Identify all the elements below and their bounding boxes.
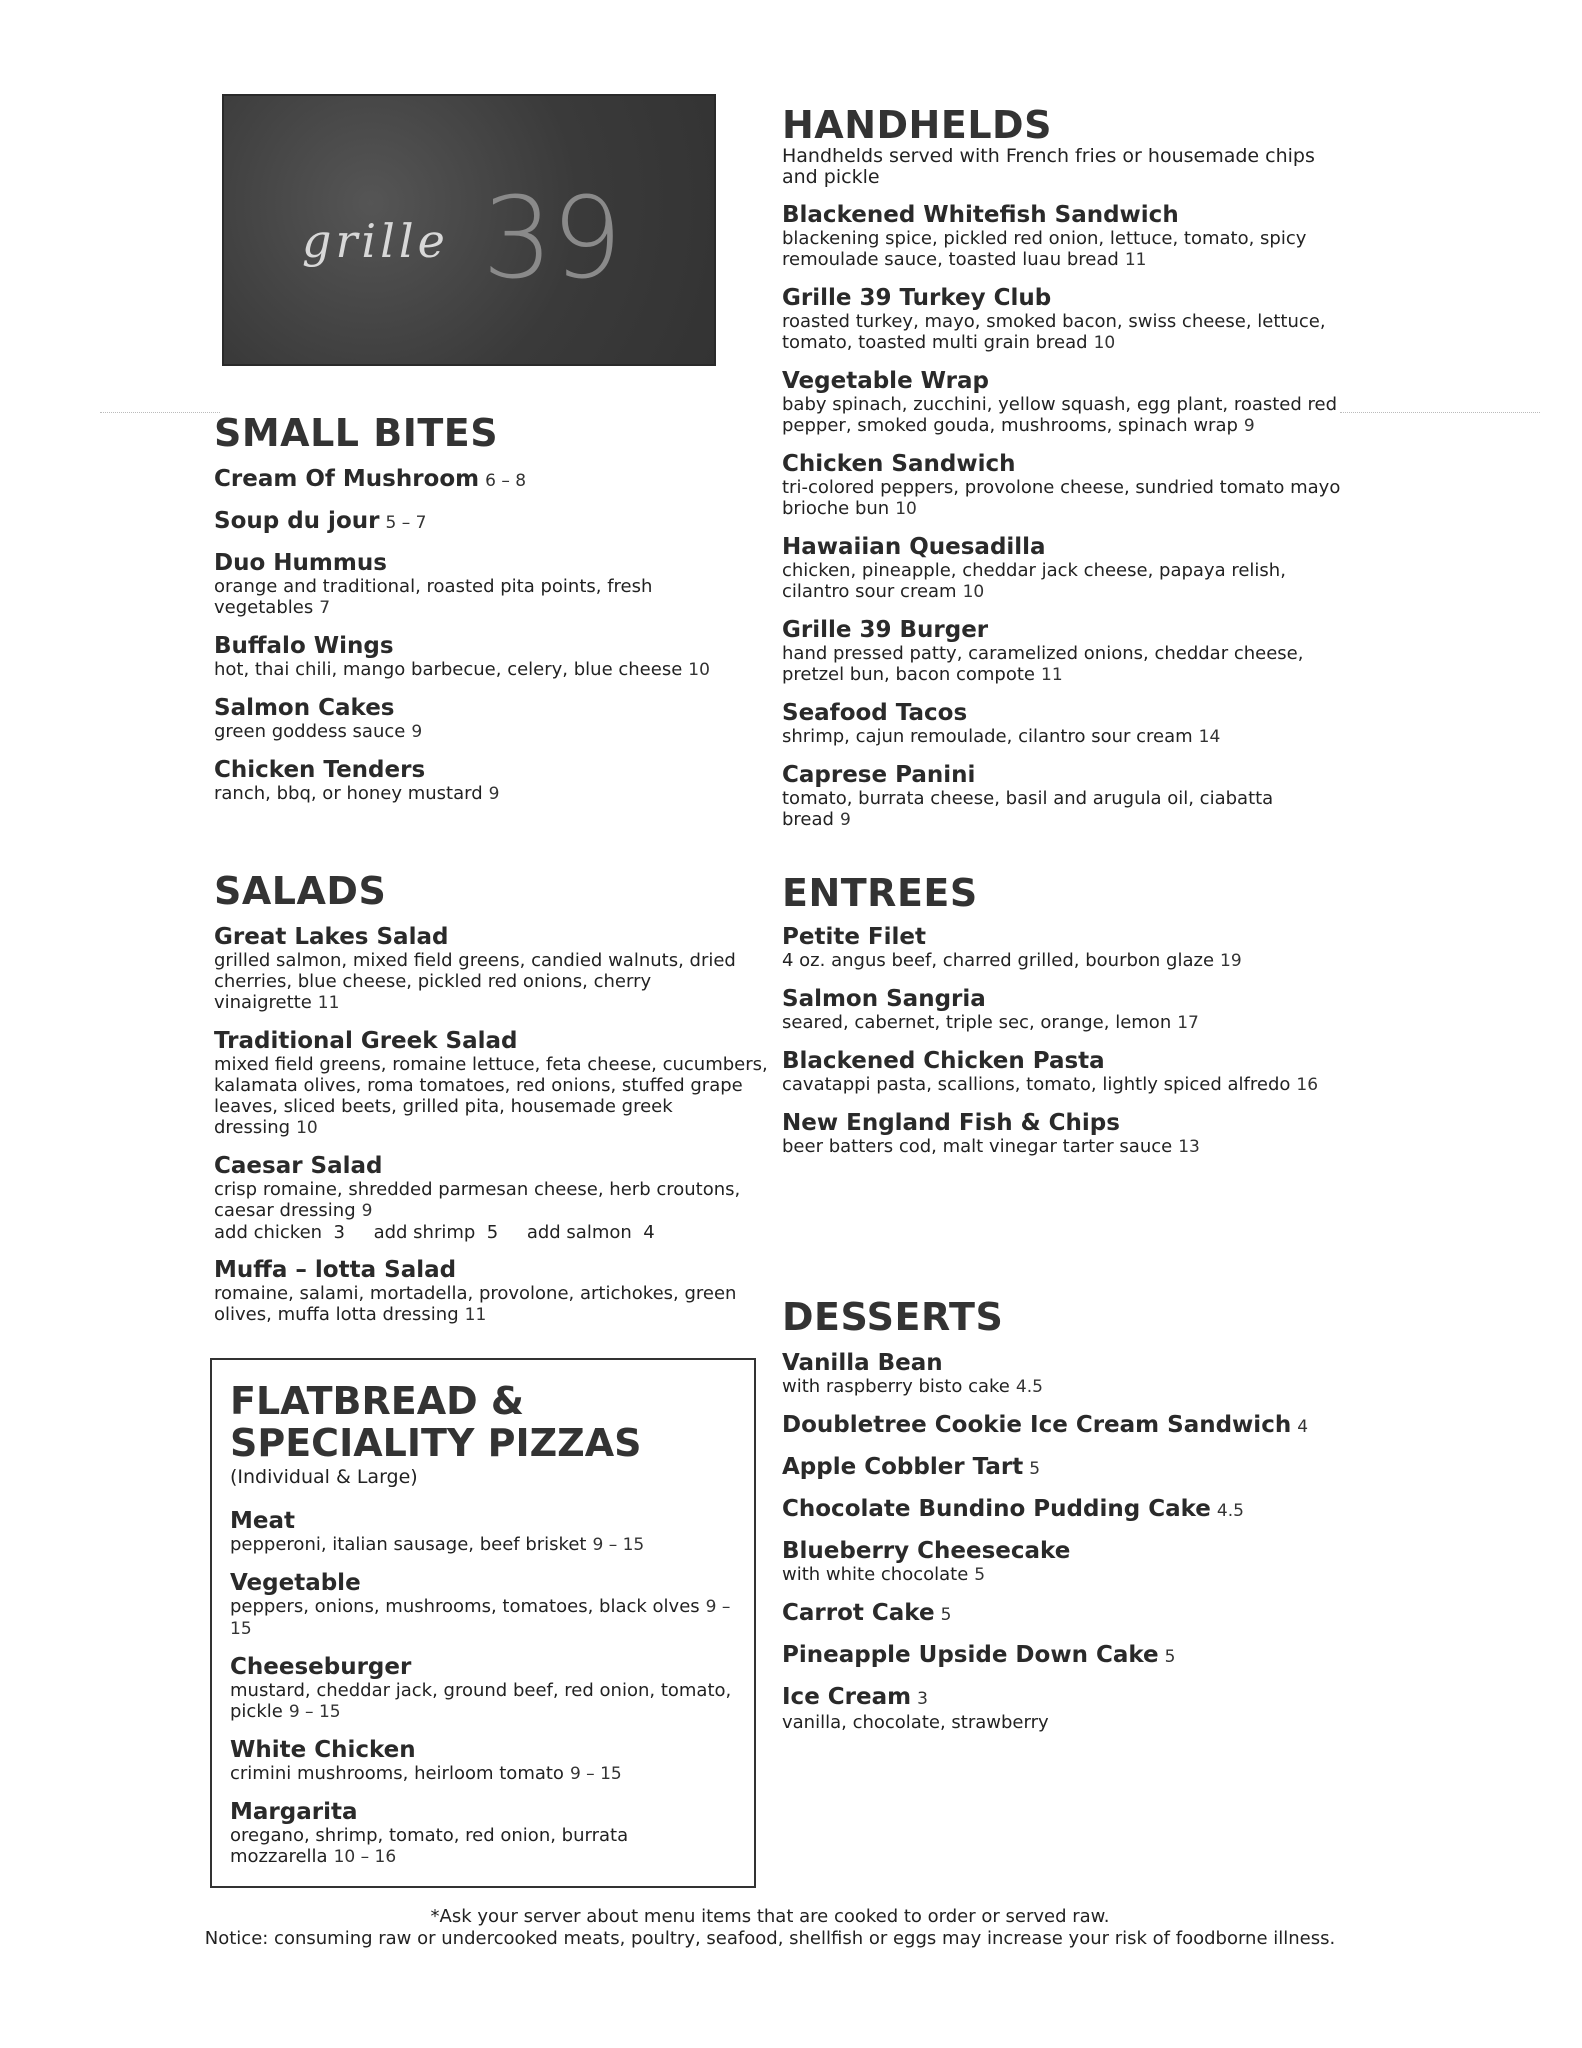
menu-item — [214, 633, 774, 681]
menu-item-name — [782, 1110, 1342, 1136]
divider — [1340, 412, 1540, 413]
menu-item-price: 10 — [688, 660, 710, 680]
menu-item-name — [782, 1454, 1342, 1482]
menu-item — [782, 368, 1342, 437]
menu-item-price: 4 — [1297, 1417, 1309, 1437]
menu-item — [782, 1600, 1342, 1628]
menu-item-name-text: Cream Of Mushroom — [214, 466, 480, 492]
menu-item-name-text: Vegetable Wrap — [782, 368, 989, 394]
menu-item-price: 4.5 — [1216, 1501, 1244, 1521]
menu-item-name — [782, 1642, 1342, 1670]
menu-item-name-text: Duo Hummus — [214, 550, 387, 576]
menu-item-price: 19 — [1220, 951, 1242, 971]
menu-item-name — [782, 1538, 1342, 1564]
menu-item — [782, 534, 1342, 603]
menu-list — [214, 466, 774, 805]
menu-item-price: 5 — [1164, 1647, 1176, 1667]
menu-item-price: 11 — [464, 1305, 487, 1325]
menu-item — [782, 1538, 1342, 1586]
menu-item — [230, 1654, 736, 1723]
menu-item-addons: add chicken 3 add shrimp 5 add salmon 4 — [214, 1222, 655, 1243]
menu-item-description-text: beer batters cod, malt vinegar tarter sauce — [782, 1136, 1173, 1157]
menu-item-price: 3 — [917, 1689, 928, 1709]
menu-list — [214, 924, 774, 1326]
menu-item-description-text: 4 oz. angus beef, charred grilled, bourbon glaze — [782, 950, 1215, 971]
menu-item-name — [782, 451, 1342, 477]
menu-item-description — [214, 721, 774, 743]
menu-item-price: 9 — [1243, 416, 1255, 436]
footer-line-1: *Ask your server about menu items that are cooked to order or served raw. — [430, 1906, 1110, 1927]
menu-item-name-text: Blueberry Cheesecake — [782, 1538, 1071, 1564]
section-title-line2: SPECIALITY PIZZAS — [230, 1421, 642, 1465]
menu-item-description — [782, 1074, 1342, 1096]
menu-item-name — [782, 202, 1342, 228]
menu-item-name — [782, 1684, 1342, 1712]
menu-item-description-text: oregano, shrimp, tomato, red onion, burrata mozzarella — [230, 1825, 629, 1867]
menu-item-description-text: with white chocolate — [782, 1564, 969, 1585]
menu-item-name — [782, 1350, 1342, 1376]
menu-item-description — [214, 659, 774, 681]
menu-item — [230, 1570, 736, 1640]
menu-item-name — [230, 1508, 736, 1534]
menu-item-name — [214, 1028, 774, 1054]
menu-item-description — [230, 1534, 736, 1556]
menu-item — [782, 924, 1342, 972]
menu-item-name — [782, 1600, 1342, 1628]
footer-notice — [0, 1906, 1540, 1950]
menu-item-price: 10 — [962, 582, 985, 602]
menu-item — [230, 1799, 736, 1868]
menu-item-description-text: mixed field greens, romaine lettuce, feta cheese, cucumbers, kalamata olives, roma tomatoes, red onions, stuffed grape leaves, sliced beets, grilled pita, housemade greek dressing — [214, 1054, 768, 1138]
menu-item-name — [214, 1257, 774, 1283]
menu-item-description — [782, 1376, 1342, 1398]
menu-item-price: 10 — [296, 1118, 318, 1138]
menu-item-description — [214, 576, 774, 619]
menu-item-description — [782, 394, 1342, 437]
small-bites-section — [214, 412, 774, 819]
menu-item — [214, 1153, 774, 1243]
menu-list — [782, 202, 1342, 831]
menu-item-name-text: Doubletree Cookie Ice Cream Sandwich — [782, 1412, 1292, 1438]
menu-item-name-text: Blackened Chicken Pasta — [782, 1048, 1105, 1074]
menu-item-name-text: Salmon Cakes — [214, 695, 395, 721]
menu-item-price: 5 — [940, 1605, 952, 1625]
menu-item — [782, 1110, 1342, 1158]
menu-item — [782, 1412, 1342, 1440]
menu-item-price: 9 — [411, 722, 423, 742]
menu-item-name — [230, 1737, 736, 1763]
menu-item-description-text: chicken, pineapple, cheddar jack cheese, papaya relish, cilantro sour cream — [782, 560, 1286, 602]
menu-item-description-text: blackening spice, pickled red onion, lettuce, tomato, spicy remoulade sauce, toasted luau bread — [782, 228, 1307, 270]
section-title-line1: FLATBREAD & — [230, 1379, 525, 1423]
menu-item — [782, 617, 1342, 686]
menu-item-name — [782, 986, 1342, 1012]
section-note: Handhelds served with French fries or housemade chips and pickle — [782, 145, 1315, 188]
divider — [100, 412, 220, 413]
menu-item-name-text: Margarita — [230, 1799, 358, 1825]
footer-line-2: Notice: consuming raw or undercooked meats, poultry, seafood, shellfish or eggs may increase your risk of foodborne illness. — [204, 1928, 1336, 1949]
menu-item-price: 10 — [1093, 333, 1116, 353]
menu-item-name-text: Buffalo Wings — [214, 633, 394, 659]
salads-section — [214, 870, 774, 1340]
menu-item — [782, 986, 1342, 1034]
menu-item-description — [782, 950, 1342, 972]
menu-item-name-text: Chocolate Bundino Pudding Cake — [782, 1496, 1211, 1522]
menu-item-description — [214, 783, 774, 805]
menu-item-description-text: grilled salmon, mixed field greens, candied walnuts, dried cherries, blue cheese, pickled red onions, cherry vinaigrette — [214, 950, 736, 1013]
menu-item-description — [782, 477, 1342, 520]
menu-item — [230, 1737, 736, 1785]
menu-item-description — [230, 1680, 736, 1723]
menu-item-description — [782, 788, 1342, 831]
menu-list — [782, 924, 1342, 1158]
menu-item-price: 9 — [839, 810, 851, 830]
menu-item-description-text: crisp romaine, shredded parmesan cheese, herb croutons, caesar dressing — [214, 1179, 741, 1221]
menu-item-name-text: Petite Filet — [782, 924, 927, 950]
menu-item-price: 4.5 — [1015, 1377, 1043, 1397]
menu-list — [230, 1508, 736, 1868]
menu-item-description-text: mustard, cheddar jack, ground beef, red onion, tomato, pickle — [230, 1680, 732, 1722]
menu-item-price: 9 — [488, 784, 500, 804]
menu-item — [782, 451, 1342, 520]
restaurant-logo — [222, 94, 716, 366]
menu-item-name-text: Seafood Tacos — [782, 700, 968, 726]
menu-item-description — [214, 950, 774, 1014]
menu-item-price: 13 — [1178, 1137, 1200, 1157]
menu-item-price: 9 — [361, 1201, 373, 1221]
section-subtitle: (Individual & Large) — [230, 1466, 418, 1488]
menu-item-description — [214, 1054, 774, 1139]
menu-item-description — [214, 1179, 774, 1222]
menu-item-name-text: Ice Cream — [782, 1684, 912, 1710]
menu-item-name — [230, 1654, 736, 1680]
entrees-section — [782, 872, 1342, 1172]
menu-item-name-text: Vanilla Bean — [782, 1350, 943, 1376]
menu-item-description — [782, 311, 1342, 354]
desserts-section — [782, 1296, 1342, 1747]
menu-item-description-text: tri-colored peppers, provolone cheese, sundried tomato mayo brioche bun — [782, 477, 1341, 519]
menu-item-name — [214, 924, 774, 950]
menu-item — [782, 1642, 1342, 1670]
menu-item-name-text: Great Lakes Salad — [214, 924, 449, 950]
menu-item-name-text: Soup du jour — [214, 508, 380, 534]
menu-item-price: 11 — [317, 993, 340, 1013]
menu-item-description — [230, 1825, 736, 1868]
menu-item-name — [214, 466, 774, 494]
menu-item-name-text: White Chicken — [230, 1737, 416, 1763]
menu-item — [782, 1684, 1342, 1733]
menu-item-description-text: green goddess sauce — [214, 721, 406, 742]
menu-item-price: 11 — [1124, 250, 1147, 270]
section-title: DESSERTS — [782, 1295, 1004, 1339]
menu-item-description-text: hot, thai chili, mango barbecue, celery, blue cheese — [214, 659, 683, 680]
section-title: ENTREES — [782, 871, 978, 915]
menu-item-name — [782, 700, 1342, 726]
menu-item-name — [782, 1496, 1342, 1524]
menu-item-name — [230, 1799, 736, 1825]
menu-item-price: 9 – 15 — [592, 1535, 645, 1555]
menu-item-description — [782, 726, 1342, 748]
menu-item-price: 5 — [974, 1565, 986, 1585]
menu-item — [214, 757, 774, 805]
menu-item — [214, 508, 774, 536]
menu-item — [782, 1454, 1342, 1482]
menu-item-name — [782, 368, 1342, 394]
menu-item-description-text: ranch, bbq, or honey mustard — [214, 783, 483, 804]
menu-list — [782, 1350, 1342, 1733]
menu-item-name-text: Carrot Cake — [782, 1600, 935, 1626]
menu-item — [214, 695, 774, 743]
menu-item — [214, 1028, 774, 1139]
menu-item-description — [782, 560, 1342, 603]
menu-item-name-text: Pineapple Upside Down Cake — [782, 1642, 1159, 1668]
menu-item-name-text: Caprese Panini — [782, 762, 976, 788]
menu-item-description — [230, 1596, 736, 1640]
menu-item-description-text: seared, cabernet, triple sec, orange, lemon — [782, 1012, 1172, 1033]
menu-item-price: 9 – 15 — [569, 1764, 622, 1784]
menu-item — [782, 762, 1342, 831]
menu-item — [782, 700, 1342, 748]
menu-item-name — [782, 924, 1342, 950]
menu-item-price: 7 — [319, 598, 331, 618]
menu-item-price: 11 — [1041, 665, 1063, 685]
menu-item-price: 10 — [895, 499, 917, 519]
menu-item-description-text: shrimp, cajun remoulade, cilantro sour cream — [782, 726, 1193, 747]
menu-item-description — [782, 1136, 1342, 1158]
menu-item — [782, 1496, 1342, 1524]
menu-item — [782, 1350, 1342, 1398]
handhelds-section — [782, 104, 1342, 845]
menu-item-name-text: Salmon Sangria — [782, 986, 986, 1012]
menu-item-name — [214, 1153, 774, 1179]
menu-item-name-text: Blackened Whitefish Sandwich — [782, 202, 1179, 228]
menu-item-description-text: pepperoni, italian sausage, beef brisket — [230, 1534, 587, 1555]
menu-item-price: 14 — [1198, 727, 1221, 747]
menu-item-description-text: romaine, salami, mortadella, provolone, artichokes, green olives, muffa lotta dressing — [214, 1283, 737, 1325]
menu-item-name-text: Chicken Tenders — [214, 757, 426, 783]
menu-item — [782, 1048, 1342, 1096]
menu-item-name-text: Apple Cobbler Tart — [782, 1454, 1024, 1480]
menu-item-name — [214, 757, 774, 783]
menu-item-description-text: roasted turkey, mayo, smoked bacon, swiss cheese, lettuce, tomato, toasted multi grain bread — [782, 311, 1326, 353]
menu-item-name-text: Vegetable — [230, 1570, 361, 1596]
section-title: SALADS — [214, 869, 387, 913]
menu-item — [214, 1257, 774, 1326]
menu-item-description-text: orange and traditional, roasted pita points, fresh vegetables — [214, 576, 653, 618]
menu-item-name — [214, 550, 774, 576]
menu-item-description-text: baby spinach, zucchini, yellow squash, egg plant, roasted red pepper, smoked gouda, mushrooms, spinach wrap — [782, 394, 1338, 436]
logo-number: 39 — [482, 174, 621, 304]
menu-item — [230, 1508, 736, 1556]
menu-item-price: 5 – 7 — [385, 513, 427, 533]
section-title: SMALL BITES — [214, 411, 499, 455]
menu-item-name — [214, 508, 774, 536]
menu-item-price: 10 – 16 — [333, 1847, 397, 1867]
menu-item-name — [782, 617, 1342, 643]
menu-item-description — [230, 1763, 736, 1785]
menu-item-name-text: Chicken Sandwich — [782, 451, 1016, 477]
menu-item-description-text: hand pressed patty, caramelized onions, cheddar cheese, pretzel bun, bacon compote — [782, 643, 1304, 685]
menu-item-name-text: Grille 39 Turkey Club — [782, 285, 1052, 311]
menu-item-name — [782, 762, 1342, 788]
menu-item-description — [782, 643, 1342, 686]
menu-item-price: 9 – 15 — [230, 1597, 731, 1639]
menu-item — [782, 202, 1342, 271]
menu-item-description — [782, 228, 1342, 271]
menu-item-name-text: Muffa – lotta Salad — [214, 1257, 457, 1283]
menu-item-description — [214, 1283, 774, 1326]
menu-item-name-text: Cheeseburger — [230, 1654, 412, 1680]
menu-item-name-text: Caesar Salad — [214, 1153, 383, 1179]
logo-script-text: grille — [302, 214, 449, 268]
menu-item-description-text: tomato, burrata cheese, basil and arugula oil, ciabatta bread — [782, 788, 1274, 830]
menu-item-name — [214, 633, 774, 659]
menu-item-name-text: Traditional Greek Salad — [214, 1028, 518, 1054]
menu-item-name — [782, 1412, 1342, 1440]
menu-item-price: 5 — [1029, 1459, 1041, 1479]
menu-item-description: vanilla, chocolate, strawberry — [782, 1712, 1049, 1733]
menu-item — [214, 466, 774, 494]
menu-item-name-text: New England Fish & Chips — [782, 1110, 1120, 1136]
menu-item-description-text: peppers, onions, mushrooms, tomatoes, black olves — [230, 1596, 700, 1617]
menu-item-name — [214, 695, 774, 721]
menu-item-name — [782, 1048, 1342, 1074]
flatbread-section — [210, 1358, 756, 1888]
section-title: HANDHELDS — [782, 103, 1052, 147]
menu-item-price: 6 – 8 — [485, 471, 527, 491]
menu-item-name — [782, 285, 1342, 311]
menu-item-description-text: crimini mushrooms, heirloom tomato — [230, 1763, 564, 1784]
menu-item-name-text: Grille 39 Burger — [782, 617, 989, 643]
menu-item-description-text: with raspberry bisto cake — [782, 1376, 1010, 1397]
menu-item-price: 9 – 15 — [288, 1702, 341, 1722]
menu-item-description-text: cavatappi pasta, scallions, tomato, lightly spiced alfredo — [782, 1074, 1291, 1095]
menu-item-name-text: Hawaiian Quesadilla — [782, 534, 1046, 560]
menu-item-name — [782, 534, 1342, 560]
menu-item-name-text: Meat — [230, 1508, 296, 1534]
menu-item-description — [782, 1012, 1342, 1034]
menu-item-description — [782, 1564, 1342, 1586]
menu-item — [214, 924, 774, 1014]
menu-item — [214, 550, 774, 619]
menu-item — [782, 285, 1342, 354]
menu-item-price: 16 — [1296, 1075, 1319, 1095]
menu-item-price: 17 — [1177, 1013, 1199, 1033]
menu-item-name — [230, 1570, 736, 1596]
